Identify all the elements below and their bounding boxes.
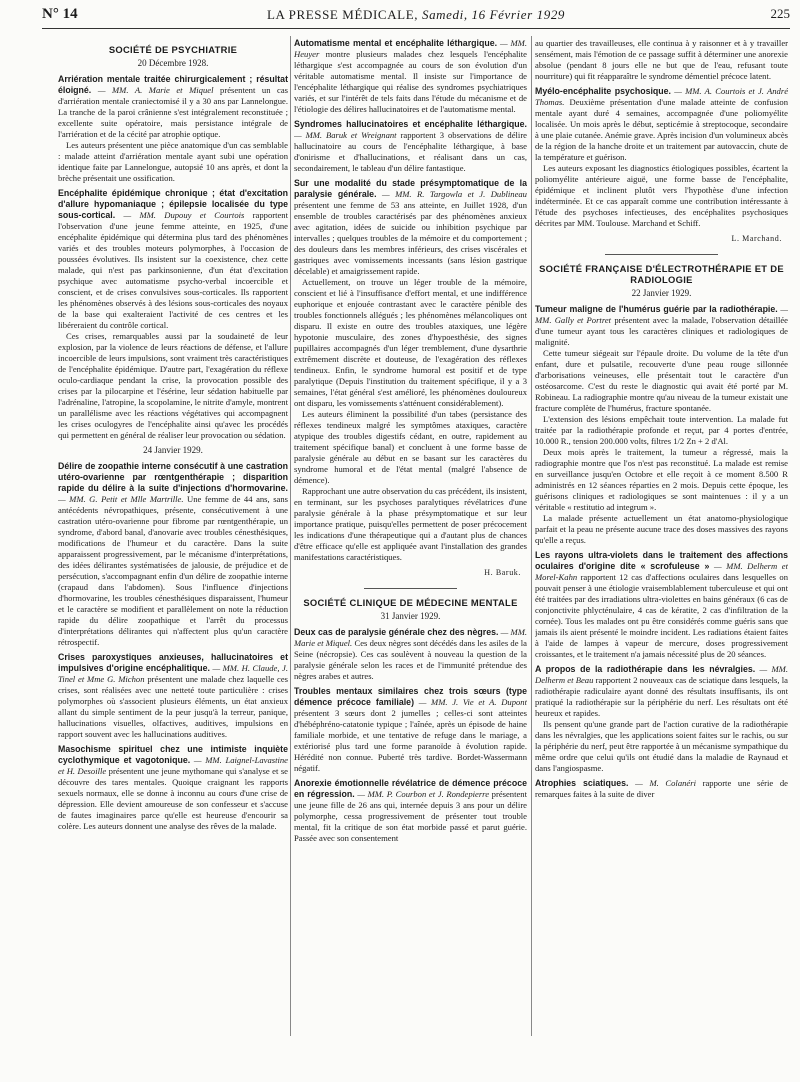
- article-paragraph: [535, 447, 788, 513]
- article-text: rapportent 12 cas d'affections oculaires dans lesquelles on pouvait penser à une étiologie vraisemblablement tuberculeuse et qui ont été traitées par des irradiations ultra-violettes en bains généraux (6 cas de conjonctivite phlycténulaire, 4 cas de kératite, 2 cas d'infiltration de la cornée). Tous les malades ont pu être considérés comme guéris sans que jamais ils aient présenté le moindre incident. Les radiations étaient faites à l'aide de lampes à vapeur de mercure, doses progressivement croissantes, et le traitement n'a jamais nécessité plus de 20 séances.: [535, 572, 788, 659]
- article-paragraph: [58, 140, 288, 184]
- article-paragraph: [535, 304, 788, 348]
- article-text: présentent une femme de 53 ans atteinte, en Juillet 1928, d'un ensemble de troubles caractérisés par des phénomènes anxieux avec agitation, idées de suicide ou inhibition psychique par intervalles ; quelques troubles de la mémoire et du comportement ; des douleurs dans les membres inférieurs, des crises viscérales et gastriques avec vomissements incessants (sans lésion gastrique décelable) et amaigrissement rapide.: [294, 200, 527, 276]
- article-heading: Atrophies sciatiques.: [535, 778, 629, 788]
- journal-title: LA PRESSE MÉDICALE,: [266, 7, 419, 22]
- article: [535, 664, 788, 774]
- article-text: Les auteurs éliminent la possibilité d'un tabes (persistance des réflexes tendineux malgré les symptômes ataxiques, caractère atypique des troubles digestifs cédant, en outre, rapidement au traitement spécifique banal) et concluent à une forme basse de paralysie générale au début en se basant sur les caractères du syndrome humoral et de l'état mental (malgré l'absence de démence).: [294, 409, 527, 485]
- society-heading: SOCIÉTÉ DE PSYCHIATRIE: [108, 44, 238, 55]
- article-paragraph: [535, 163, 788, 229]
- article-text: présentent 3 sœurs dont 2 jumelles ; celles-ci sont atteintes d'hébéphréno-catatonie typique ; l'aînée, après un épisode de haine familiale morbide, et une tentative de refuge dans le mariage, a extériorisé plus tard une forme paranoïde à évolution rapide. Hérédité non connue. Puberté très tardive. Bordet-Wassermann négatif.: [294, 708, 527, 773]
- article-paragraph: [535, 38, 788, 82]
- article-text: Ils pensent qu'une grande part de l'action curative de la radiothérapie dans les névralgies, que les applications soient faites sur le rachis, ou sur la périphérie du nerf, peut être rapportée à un mécanisme sympathique du même ordre que celui qu'ils ont étudié dans la maladie de Raynaud et dans l'angiospasme.: [535, 719, 788, 773]
- column-1: [58, 38, 288, 836]
- article: [535, 304, 788, 546]
- column-separator: [290, 36, 291, 1036]
- article-paragraph: [58, 74, 288, 140]
- article-heading: Automatisme mental et encéphalite léthargique.: [294, 38, 498, 48]
- article-heading: Anorexie émotionnelle révélatrice de démence précoce en régression.: [294, 778, 527, 799]
- article-paragraph: [535, 664, 788, 719]
- article-text: Actuellement, on trouve un léger trouble de la mémoire, conscient et lié à l'insuffisance d'effort mental, et une indifférence euphorique et enjouée contrastant avec le caractère pénible des troubles fonctionnels allégués ; les phénomènes mélancoliques ont disparu. Il existe en outre des troubles ataxiques, une légère hypotonie musculaire, des zones d'hypoesthésie, des signes pupillaires accompagnés d'un léger tremblement, d'une dysarthrie extrêmement discrète et douteuse, de l'exagération des réflexes tendineux. Enfin, le syndrome humoral est positif et de type paralytique (Depuis l'institution du traitement spécifique, il y a 3 semaines, l'état général s'est amélioré, les phénomènes douloureux ont disparu, les vomissements s'atténuent considérablement).: [294, 277, 527, 408]
- article: [58, 744, 288, 832]
- article-authors: — MM. Dupouy et Courtois: [123, 210, 245, 220]
- article: [535, 86, 788, 229]
- session-date: 24 Janvier 1929.: [143, 445, 203, 455]
- article-authors: — MM. G. Petit et Mlle Martrille.: [58, 494, 184, 504]
- article-heading: Arriération mentale traitée chirurgicalement ; résultat éloigné.: [58, 74, 288, 95]
- article-text: rapportent l'observation d'une jeune femme atteinte, en 1925, d'une encéphalite épidémique qui détermina plus tard des phénomènes variés et des troubles moteurs polymorphes, à l'occasion de poussées évolutives. Ils insistent sur la coexistence, chez cette malade, qui n'est pas parkinsonienne, d'un état d'excitation psychique avec automatisme psycho-verbal incoercible et conscient, et de crises convulsives sous-corticales. Ils rapportent les phénomènes observés à des lésions sous-corticales des noyaux de la base qui exalteraient l'activité de ces centres et les libéreraient du contrôle cortical.: [58, 210, 288, 330]
- article-heading: Sur une modalité du stade présymptomatique de la paralysie générale.: [294, 178, 527, 199]
- report-signature: L. Marchand.: [731, 234, 782, 243]
- article-text: Rapprochant une autre observation du cas précédent, ils insistent, en terminant, sur les psychoses paralytiques révélatrices d'une paralysie générale à la phase présymptomatique et sur leur importance pratique, puisqu'elles permettent de poser précocement les indications d'une thérapeutique qui a d'autant plus de chances d'être efficace qu'elle est appliquée avant l'installation des grandes manifestations caractéristiques.: [294, 486, 527, 562]
- article-authors: — MM. R. Targowla et J. Dublineau: [381, 189, 527, 199]
- article-text: Les auteurs présentent une pièce anatomique d'un cas semblable : malade atteint d'arriération mentale ayant subi une opération identique faite par Lannelongue, autopsié 10 ans après, et dont la brèche présentait une ossification.: [58, 140, 288, 183]
- article-authors: — MM. J. Vie et A. Dupont: [418, 697, 527, 707]
- article-heading: Encéphalite épidémique chronique ; état d'excitation d'allure hypomaniaque ; épilepsie localisée du type sous-cortical.: [58, 188, 288, 220]
- article-paragraph: [535, 86, 788, 163]
- article-heading: Myélo-encéphalite psychosique.: [535, 86, 671, 96]
- article-authors: — MM. Heuyer: [294, 38, 527, 59]
- article-authors: — MM. A. Courtois et J. André Thomas.: [535, 86, 788, 107]
- page-number: 225: [770, 6, 790, 21]
- article-paragraph: [294, 627, 527, 682]
- article: [58, 461, 288, 648]
- article-text: montre plusieurs malades chez lesquels l'encéphalite léthargique s'est accompagnée au cours de son évolution d'un véritable automatisme mental. Il insiste sur l'importance de l'encéphalite léthargique qui réalise des syndromes psychiatriques variés, et sur l'intérêt de tels faits dans l'étude du mécanisme et de l'étiologie des délires hallucinatoires et de l'automatisme mental.: [294, 49, 527, 114]
- article: [535, 550, 788, 660]
- article-text: présentent avec la malade, l'observation détaillée d'une tumeur ayant tous les caractères cliniques et radiologiques de malignité.: [535, 315, 788, 347]
- article-paragraph: [294, 277, 527, 409]
- article-text: Cette tumeur siégeait sur l'épaule droite. Du volume de la tête d'un enfant, dure et pulsatile, recouverte d'une peau rouge sillonnée d'arborisations veineuses, elle présentait tout le caractère d'un ostéosarcome. C'est du reste le diagnostic qui avait été porté par M. Robineau. La radiographie montre qu'au niveau de la tumeur existait une fracture complète de l'humérus, fracture spontanée.: [535, 348, 788, 413]
- article-paragraph: [535, 348, 788, 414]
- article-paragraph: [535, 414, 788, 447]
- article-paragraph: [294, 38, 527, 115]
- article-heading: A propos de la radiothérapie dans les névralgies.: [535, 664, 756, 674]
- article-paragraph: [58, 652, 288, 740]
- article-paragraph: [58, 744, 288, 832]
- issue-date: Samedi, 16 Février 1929: [421, 7, 566, 22]
- article-text: rapportent 3 observations de délire hallucinatoire au cours de l'encéphalite léthargique, à base d'onirisme et d'hallucinations, et réalisant dans un cas, secondairement, le tableau d'un délire fantastique.: [294, 130, 527, 173]
- society-heading: SOCIÉTÉ CLINIQUE DE MÉDECINE MENTALE: [303, 597, 518, 608]
- article-authors: — MM. Gally et Portret: [535, 304, 788, 325]
- article: [535, 778, 788, 800]
- article-authors: — MM. Marie et Miquel.: [294, 627, 527, 648]
- article-heading: Crises paroxystiques anxieuses, hallucinatoires et impulsives d'origine encéphalitique.: [58, 652, 288, 673]
- header-rule: [42, 28, 790, 29]
- article-authors: — MM. P. Courbon et J. Rondepierre: [357, 789, 490, 799]
- session-date: 31 Janvier 1929.: [380, 611, 441, 621]
- article: [294, 119, 527, 174]
- article-text: Deux mois après le traitement, la tumeur a régressé, mais la radiographie montre que l'os n'est pas reconstitué. La malade est remise en surveillance jusqu'en Octobre et elle reçoit à ce moment 8.500 R administrés en 12 séances réparties en 2 mois. Depuis cette époque, les guérisons cliniques et radiologiques se sont maintenues : il y a un véritable « restitutio ad integrum ».: [535, 447, 788, 512]
- article-text: rapportent 2 nouveaux cas de sciatique dans lesquels, la radiothérapie radiculaire ayant donné des résultats insuffisants, ils ont pratiqué la radiothérapie sur la périphérie du nerf. Les résultats ont été heureux et rapides.: [535, 675, 788, 718]
- article-text: Ces crises, remarquables aussi par la soudaineté de leur explosion, par la violence de leurs réactions de défense, et l'allure incoercible de leurs impulsions, sont vraiment très caractéristiques de l'encéphalite épidémique. D'autre part, l'exagération du réflexe oculo-cardiaque pendant la crise, la provocation possible des crises par la pilocarpine et l'ésérine, leur sédation habituelle par l'adrénaline, l'atropine, la scopolamine, le nitrite d'amyle, montrent un parallélisme avec les réactions végétatives qui accompagnent les crises oculogyres de l'encéphalite ainsi qu'avec les procédés qui permettent en général de réaliser leur provocation ou sédation.: [58, 331, 288, 440]
- issue-number: N° 14: [42, 6, 78, 22]
- article: [294, 178, 527, 563]
- article-heading: Délire de zoopathie interne consécutif à une castration utéro-ovarienne par rœntgenthérapie ; disparition rapide du délire à la suite d'injections d'hormovarine.: [58, 461, 288, 493]
- article-paragraph: [535, 778, 788, 800]
- article-paragraph: [58, 331, 288, 441]
- report-signature: H. Baruk.: [484, 568, 521, 577]
- column-3: [535, 38, 788, 804]
- article-heading: Syndromes hallucinatoires et encéphalite léthargique.: [294, 119, 527, 129]
- article-paragraph: [294, 119, 527, 174]
- article-paragraph: [294, 686, 527, 774]
- article-paragraph: [294, 778, 527, 844]
- article-paragraph: [294, 409, 527, 486]
- article-authors: — MM. Baruk et Wreignant: [294, 130, 397, 140]
- article-text: présentent un cas d'arriération mentale craniectomisé il y a 30 ans par Lannelongue. La tranche de la paroi crânienne s'est intégralement reconstituée ; excellente suite opératoire, mais persistance intégrale de l'arriération et de la cécité par atrophie optique.: [58, 85, 288, 139]
- article-text: au quartier des travailleuses, elle continua à y raisonner et à y travailler sensément, mais l'émotion de ce passage suffit à déterminer une anorexie absolue (pendant 8 jours elle ne but que de l'eau, refusant toute nourriture) qui fit réapparaître le syndrome démentiel précoce latent.: [535, 38, 788, 81]
- article-text: L'extension des lésions empêchait toute intervention. La malade fut traitée par la radiothérapie profonde et reçut, par 4 portes d'entrée, 10.000 R., tension 200.000 volts, filtres 1/2 Zn + 2 d'Al.: [535, 414, 788, 446]
- article-heading: Tumeur maligne de l'humérus guérie par la radiothérapie.: [535, 304, 778, 314]
- article-authors: — M. Colanéri: [635, 778, 696, 788]
- article: [294, 38, 527, 115]
- article-paragraph: [58, 188, 288, 331]
- column-2: [294, 38, 527, 848]
- article-text: Une femme de 44 ans, sans antécédents névropathiques, présente, consécutivement à une castration utéro-ovarienne pour fibrome par rœntgenthérapie, un syndrome, d'abord banal, d'anovarie avec troubles cénesthésiques, modifications de l'humeur et du caractère. Dans la suite apparaissent progressivement, par le mécanisme d'interprétations, des idées délirantes systématisées de jalousie, de préjudice et de persécution, s'accompagnant enfin d'un délire de zoopathie interne (crapaud dans l'abdomen). Sous l'influence d'injections d'hormovarine, les troubles cénesthésiques disparaissent, l'humeur et le caractère se modifient et parallèlement on note la réduction rapide du délire zoopathique et l'arrêt du processus d'interprétations délirantes qui n'affectent plus qu'un caractère rétrospectif.: [58, 494, 288, 647]
- article-text: présentent une jeune mythomane qui s'analyse et se découvre des tares mentales. Quoique craignant les rapports sexuels normaux, elle se donne à inconnu au cours d'une crise de dépression. Elle devient amoureuse de son confesseur et s'accuse de fautes imaginaires parce qu'elle est heureuse d'encourir sa colère. Les auteurs donnent une analyse des rêves de la malade.: [58, 766, 288, 831]
- column-separator: [531, 36, 532, 1036]
- article-authors: — MM. H. Claude, J. Tinel et Mme G. Michon: [58, 663, 288, 684]
- article: [58, 188, 288, 441]
- page-header: [42, 6, 790, 28]
- article-heading: Les rayons ultra-violets dans le traitement des affections oculaires d'origine dite « scrofuleuse »: [535, 550, 788, 571]
- section-divider: [605, 254, 718, 255]
- article-authors: — MM. A. Marie et Miquel: [97, 85, 214, 95]
- article: [294, 627, 527, 682]
- session-date: 20 Décembre 1928.: [137, 58, 209, 68]
- article-paragraph: [535, 513, 788, 546]
- article: [535, 38, 788, 82]
- article-text: présentent une malade chez laquelle ces crises, sont réalisées avec une netteté toute particulière : crises polymorphes où s'associent plusieurs éléments, un état anxieux allant du simple sentiment de la peur jusqu'à la terreur, panique, hallucinations visuelles, olfactives, auditives, impulsions en rapport souvent avec les hallucinations auditives.: [58, 674, 288, 739]
- society-heading: SOCIÉTÉ FRANÇAISE D'ÉLECTROTHÉRAPIE ET DE RADIOLOGIE: [539, 263, 784, 285]
- article: [294, 778, 527, 844]
- session-date: 22 Janvier 1929.: [631, 288, 692, 298]
- article-paragraph: [535, 550, 788, 660]
- article-authors: — MM. Laignel-Lavastine et H. Desoille: [58, 755, 288, 776]
- article-paragraph: [535, 719, 788, 774]
- article-text: rapporte une série de remarques faites à la suite de diver: [535, 778, 788, 799]
- article-text: Ces deux nègres sont décédés dans les asiles de la Seine (nécropsie). Ces cas soulèvent à nouveau la question de la paralysie générale selon les races et de l'immunité prétendue des nègres arabes et autres.: [294, 638, 527, 681]
- article-paragraph: [294, 486, 527, 563]
- article-paragraph: [58, 461, 288, 648]
- article-heading: Troubles mentaux similaires chez trois sœurs (type démence précoce familiale): [294, 686, 527, 707]
- article-paragraph: [294, 178, 527, 277]
- article-heading: Deux cas de paralysie générale chez des nègres.: [294, 627, 499, 637]
- article: [58, 74, 288, 184]
- article-text: La malade présente actuellement un état anatomo-physiologique parfait et la peau ne présente aucune trace des doses massives des rayons qu'elle a reçus.: [535, 513, 788, 545]
- article-authors: — MM. Delherm et Beau: [535, 664, 788, 685]
- article-text: présentent une jeune fille de 26 ans qui, internée depuis 3 ans pour un délire polymorphe, cessa progressivement de présenter tout trouble mental, fit la critique de son état morbide passé et parut guérie. Passée avec son consentement: [294, 789, 527, 843]
- article-text: Les auteurs exposant les diagnostics étiologiques possibles, écartent la poliomyélite antérieure aiguë, une forme basse de l'encéphalite, épidémique et inclinent plutôt vers l'hypothèse d'une infection indéterminée. Et ce cas apparaît comme une contribution intéressante à l'étude des psychoses infectieuses, des encéphalites psychosiques décrites par MM. Toulouse. Marchand et Schiff.: [535, 163, 788, 228]
- article-text: Deuxième présentation d'une malade atteinte de confusion mentale ayant duré 4 semaines, accompagnée d'une poliomyélite localisée. Un mois après le début, septicémie à streptocoque, secondaire à une plaie cutanée. Anémie grave. Après incision d'un volumineux abcès de la région de la hanche droite et un traitement par autovaccin, chute de la température et guérison.: [535, 97, 788, 162]
- article: [58, 652, 288, 740]
- article-heading: Masochisme spirituel chez une intimiste inquiète cyclothymique et vagotonique.: [58, 744, 288, 765]
- section-divider: [364, 588, 457, 589]
- article-authors: — MM. Delherm et Morel-Kahn: [535, 561, 788, 582]
- journal-masthead: [42, 7, 790, 23]
- article: [294, 686, 527, 774]
